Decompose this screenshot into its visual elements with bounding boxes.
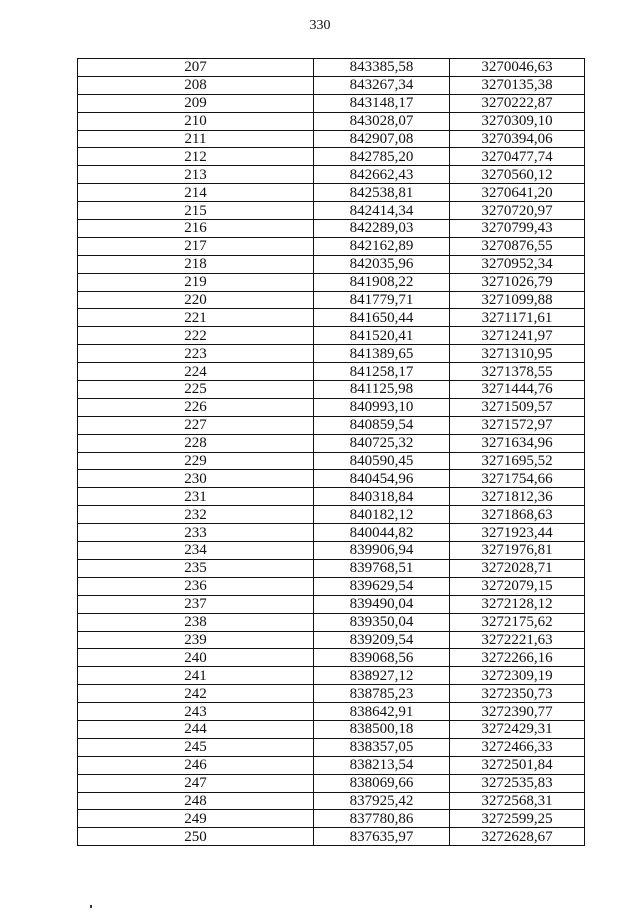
table-row bbox=[78, 184, 585, 202]
y-coordinate-cell: 3272221,63 bbox=[450, 631, 585, 649]
point-number-cell: 228 bbox=[78, 434, 314, 452]
y-coordinate-cell: 3271695,52 bbox=[450, 452, 585, 470]
table-row bbox=[78, 542, 585, 560]
x-coordinate-cell: 843148,17 bbox=[314, 94, 450, 112]
point-number-cell: 220 bbox=[78, 291, 314, 309]
point-number-cell: 244 bbox=[78, 720, 314, 738]
table-row bbox=[78, 756, 585, 774]
table-row bbox=[78, 559, 585, 577]
table-row bbox=[78, 470, 585, 488]
point-number-cell: 249 bbox=[78, 810, 314, 828]
x-coordinate-cell: 837635,97 bbox=[314, 828, 450, 846]
y-coordinate-cell: 3270394,06 bbox=[450, 130, 585, 148]
table-row bbox=[78, 416, 585, 434]
point-number-cell: 207 bbox=[78, 59, 314, 77]
point-number-cell: 216 bbox=[78, 220, 314, 238]
x-coordinate-cell: 839906,94 bbox=[314, 542, 450, 560]
point-number-cell: 209 bbox=[78, 94, 314, 112]
y-coordinate-cell: 3272079,15 bbox=[450, 577, 585, 595]
y-coordinate-cell: 3272568,31 bbox=[450, 792, 585, 810]
coordinates-table-body bbox=[78, 59, 585, 846]
table-row bbox=[78, 810, 585, 828]
table-row bbox=[78, 631, 585, 649]
x-coordinate-cell: 839768,51 bbox=[314, 559, 450, 577]
table-row bbox=[78, 524, 585, 542]
y-coordinate-cell: 3272535,83 bbox=[450, 774, 585, 792]
table-row bbox=[78, 774, 585, 792]
table-row bbox=[78, 220, 585, 238]
point-number-cell: 223 bbox=[78, 345, 314, 363]
table-row bbox=[78, 667, 585, 685]
point-number-cell: 227 bbox=[78, 416, 314, 434]
table-row bbox=[78, 685, 585, 703]
point-number-cell: 242 bbox=[78, 685, 314, 703]
table-row bbox=[78, 792, 585, 810]
x-coordinate-cell: 843385,58 bbox=[314, 59, 450, 77]
y-coordinate-cell: 3270309,10 bbox=[450, 112, 585, 130]
table-row bbox=[78, 291, 585, 309]
point-number-cell: 232 bbox=[78, 506, 314, 524]
x-coordinate-cell: 843267,34 bbox=[314, 76, 450, 94]
table-row bbox=[78, 703, 585, 721]
table-row bbox=[78, 59, 585, 77]
y-coordinate-cell: 3270046,63 bbox=[450, 59, 585, 77]
table-row bbox=[78, 76, 585, 94]
x-coordinate-cell: 840182,12 bbox=[314, 506, 450, 524]
x-coordinate-cell: 838927,12 bbox=[314, 667, 450, 685]
point-number-cell: 213 bbox=[78, 166, 314, 184]
point-number-cell: 235 bbox=[78, 559, 314, 577]
y-coordinate-cell: 3270477,74 bbox=[450, 148, 585, 166]
table-row bbox=[78, 452, 585, 470]
y-coordinate-cell: 3271812,36 bbox=[450, 488, 585, 506]
y-coordinate-cell: 3272028,71 bbox=[450, 559, 585, 577]
table-row bbox=[78, 363, 585, 381]
point-number-cell: 239 bbox=[78, 631, 314, 649]
y-coordinate-cell: 3272466,33 bbox=[450, 738, 585, 756]
table-row bbox=[78, 130, 585, 148]
x-coordinate-cell: 842289,03 bbox=[314, 220, 450, 238]
x-coordinate-cell: 839490,04 bbox=[314, 595, 450, 613]
y-coordinate-cell: 3270641,20 bbox=[450, 184, 585, 202]
y-coordinate-cell: 3270799,43 bbox=[450, 220, 585, 238]
point-number-cell: 208 bbox=[78, 76, 314, 94]
point-number-cell: 217 bbox=[78, 237, 314, 255]
y-coordinate-cell: 3272501,84 bbox=[450, 756, 585, 774]
y-coordinate-cell: 3271444,76 bbox=[450, 381, 585, 399]
x-coordinate-cell: 843028,07 bbox=[314, 112, 450, 130]
point-number-cell: 222 bbox=[78, 327, 314, 345]
x-coordinate-cell: 840044,82 bbox=[314, 524, 450, 542]
table-row bbox=[78, 166, 585, 184]
table-row bbox=[78, 613, 585, 631]
y-coordinate-cell: 3272599,25 bbox=[450, 810, 585, 828]
point-number-cell: 210 bbox=[78, 112, 314, 130]
coordinates-table bbox=[77, 58, 585, 846]
x-coordinate-cell: 841520,41 bbox=[314, 327, 450, 345]
x-coordinate-cell: 840725,32 bbox=[314, 434, 450, 452]
table-row bbox=[78, 720, 585, 738]
point-number-cell: 247 bbox=[78, 774, 314, 792]
point-number-cell: 218 bbox=[78, 255, 314, 273]
x-coordinate-cell: 841389,65 bbox=[314, 345, 450, 363]
x-coordinate-cell: 839629,54 bbox=[314, 577, 450, 595]
x-coordinate-cell: 838642,91 bbox=[314, 703, 450, 721]
x-coordinate-cell: 842538,81 bbox=[314, 184, 450, 202]
y-coordinate-cell: 3271099,88 bbox=[450, 291, 585, 309]
x-coordinate-cell: 840454,96 bbox=[314, 470, 450, 488]
y-coordinate-cell: 3271754,66 bbox=[450, 470, 585, 488]
table-row bbox=[78, 398, 585, 416]
table-row bbox=[78, 595, 585, 613]
y-coordinate-cell: 3270720,97 bbox=[450, 202, 585, 220]
x-coordinate-cell: 841125,98 bbox=[314, 381, 450, 399]
x-coordinate-cell: 838785,23 bbox=[314, 685, 450, 703]
x-coordinate-cell: 841779,71 bbox=[314, 291, 450, 309]
point-number-cell: 250 bbox=[78, 828, 314, 846]
y-coordinate-cell: 3271310,95 bbox=[450, 345, 585, 363]
point-number-cell: 248 bbox=[78, 792, 314, 810]
y-coordinate-cell: 3270135,38 bbox=[450, 76, 585, 94]
y-coordinate-cell: 3271171,61 bbox=[450, 309, 585, 327]
y-coordinate-cell: 3270952,34 bbox=[450, 255, 585, 273]
y-coordinate-cell: 3271976,81 bbox=[450, 542, 585, 560]
table-row bbox=[78, 112, 585, 130]
y-coordinate-cell: 3272309,19 bbox=[450, 667, 585, 685]
y-coordinate-cell: 3271868,63 bbox=[450, 506, 585, 524]
y-coordinate-cell: 3270222,87 bbox=[450, 94, 585, 112]
point-number-cell: 238 bbox=[78, 613, 314, 631]
table-row bbox=[78, 202, 585, 220]
x-coordinate-cell: 838500,18 bbox=[314, 720, 450, 738]
point-number-cell: 214 bbox=[78, 184, 314, 202]
y-coordinate-cell: 3272429,31 bbox=[450, 720, 585, 738]
point-number-cell: 230 bbox=[78, 470, 314, 488]
table-row bbox=[78, 94, 585, 112]
x-coordinate-cell: 840590,45 bbox=[314, 452, 450, 470]
point-number-cell: 212 bbox=[78, 148, 314, 166]
point-number-cell: 226 bbox=[78, 398, 314, 416]
point-number-cell: 243 bbox=[78, 703, 314, 721]
x-coordinate-cell: 838213,54 bbox=[314, 756, 450, 774]
page-number: 330 bbox=[309, 18, 331, 33]
table-row bbox=[78, 237, 585, 255]
y-coordinate-cell: 3272128,12 bbox=[450, 595, 585, 613]
point-number-cell: 236 bbox=[78, 577, 314, 595]
x-coordinate-cell: 838357,05 bbox=[314, 738, 450, 756]
table-row bbox=[78, 506, 585, 524]
x-coordinate-cell: 840318,84 bbox=[314, 488, 450, 506]
point-number-cell: 233 bbox=[78, 524, 314, 542]
scan-speck bbox=[90, 905, 92, 908]
point-number-cell: 219 bbox=[78, 273, 314, 291]
table-row bbox=[78, 649, 585, 667]
point-number-cell: 241 bbox=[78, 667, 314, 685]
x-coordinate-cell: 838069,66 bbox=[314, 774, 450, 792]
y-coordinate-cell: 3270560,12 bbox=[450, 166, 585, 184]
table-row bbox=[78, 828, 585, 846]
table-row bbox=[78, 255, 585, 273]
x-coordinate-cell: 842785,20 bbox=[314, 148, 450, 166]
y-coordinate-cell: 3272628,67 bbox=[450, 828, 585, 846]
table-row bbox=[78, 488, 585, 506]
y-coordinate-cell: 3271572,97 bbox=[450, 416, 585, 434]
x-coordinate-cell: 841258,17 bbox=[314, 363, 450, 381]
x-coordinate-cell: 837925,42 bbox=[314, 792, 450, 810]
table-row bbox=[78, 738, 585, 756]
point-number-cell: 211 bbox=[78, 130, 314, 148]
table-row bbox=[78, 381, 585, 399]
point-number-cell: 221 bbox=[78, 309, 314, 327]
x-coordinate-cell: 840859,54 bbox=[314, 416, 450, 434]
point-number-cell: 246 bbox=[78, 756, 314, 774]
y-coordinate-cell: 3270876,55 bbox=[450, 237, 585, 255]
y-coordinate-cell: 3272175,62 bbox=[450, 613, 585, 631]
x-coordinate-cell: 840993,10 bbox=[314, 398, 450, 416]
x-coordinate-cell: 842907,08 bbox=[314, 130, 450, 148]
table-row bbox=[78, 148, 585, 166]
y-coordinate-cell: 3272390,77 bbox=[450, 703, 585, 721]
x-coordinate-cell: 842035,96 bbox=[314, 255, 450, 273]
point-number-cell: 231 bbox=[78, 488, 314, 506]
y-coordinate-cell: 3271241,97 bbox=[450, 327, 585, 345]
x-coordinate-cell: 842162,89 bbox=[314, 237, 450, 255]
x-coordinate-cell: 839209,54 bbox=[314, 631, 450, 649]
y-coordinate-cell: 3272266,16 bbox=[450, 649, 585, 667]
x-coordinate-cell: 842662,43 bbox=[314, 166, 450, 184]
y-coordinate-cell: 3271509,57 bbox=[450, 398, 585, 416]
point-number-cell: 240 bbox=[78, 649, 314, 667]
point-number-cell: 234 bbox=[78, 542, 314, 560]
table-row bbox=[78, 327, 585, 345]
point-number-cell: 215 bbox=[78, 202, 314, 220]
x-coordinate-cell: 839068,56 bbox=[314, 649, 450, 667]
x-coordinate-cell: 837780,86 bbox=[314, 810, 450, 828]
point-number-cell: 224 bbox=[78, 363, 314, 381]
x-coordinate-cell: 839350,04 bbox=[314, 613, 450, 631]
y-coordinate-cell: 3271634,96 bbox=[450, 434, 585, 452]
table-row bbox=[78, 345, 585, 363]
table-row bbox=[78, 577, 585, 595]
point-number-cell: 225 bbox=[78, 381, 314, 399]
point-number-cell: 237 bbox=[78, 595, 314, 613]
point-number-cell: 245 bbox=[78, 738, 314, 756]
x-coordinate-cell: 841650,44 bbox=[314, 309, 450, 327]
y-coordinate-cell: 3271026,79 bbox=[450, 273, 585, 291]
y-coordinate-cell: 3271378,55 bbox=[450, 363, 585, 381]
table-row bbox=[78, 273, 585, 291]
point-number-cell: 229 bbox=[78, 452, 314, 470]
x-coordinate-cell: 841908,22 bbox=[314, 273, 450, 291]
table-row bbox=[78, 434, 585, 452]
y-coordinate-cell: 3271923,44 bbox=[450, 524, 585, 542]
y-coordinate-cell: 3272350,73 bbox=[450, 685, 585, 703]
x-coordinate-cell: 842414,34 bbox=[314, 202, 450, 220]
table-row bbox=[78, 309, 585, 327]
